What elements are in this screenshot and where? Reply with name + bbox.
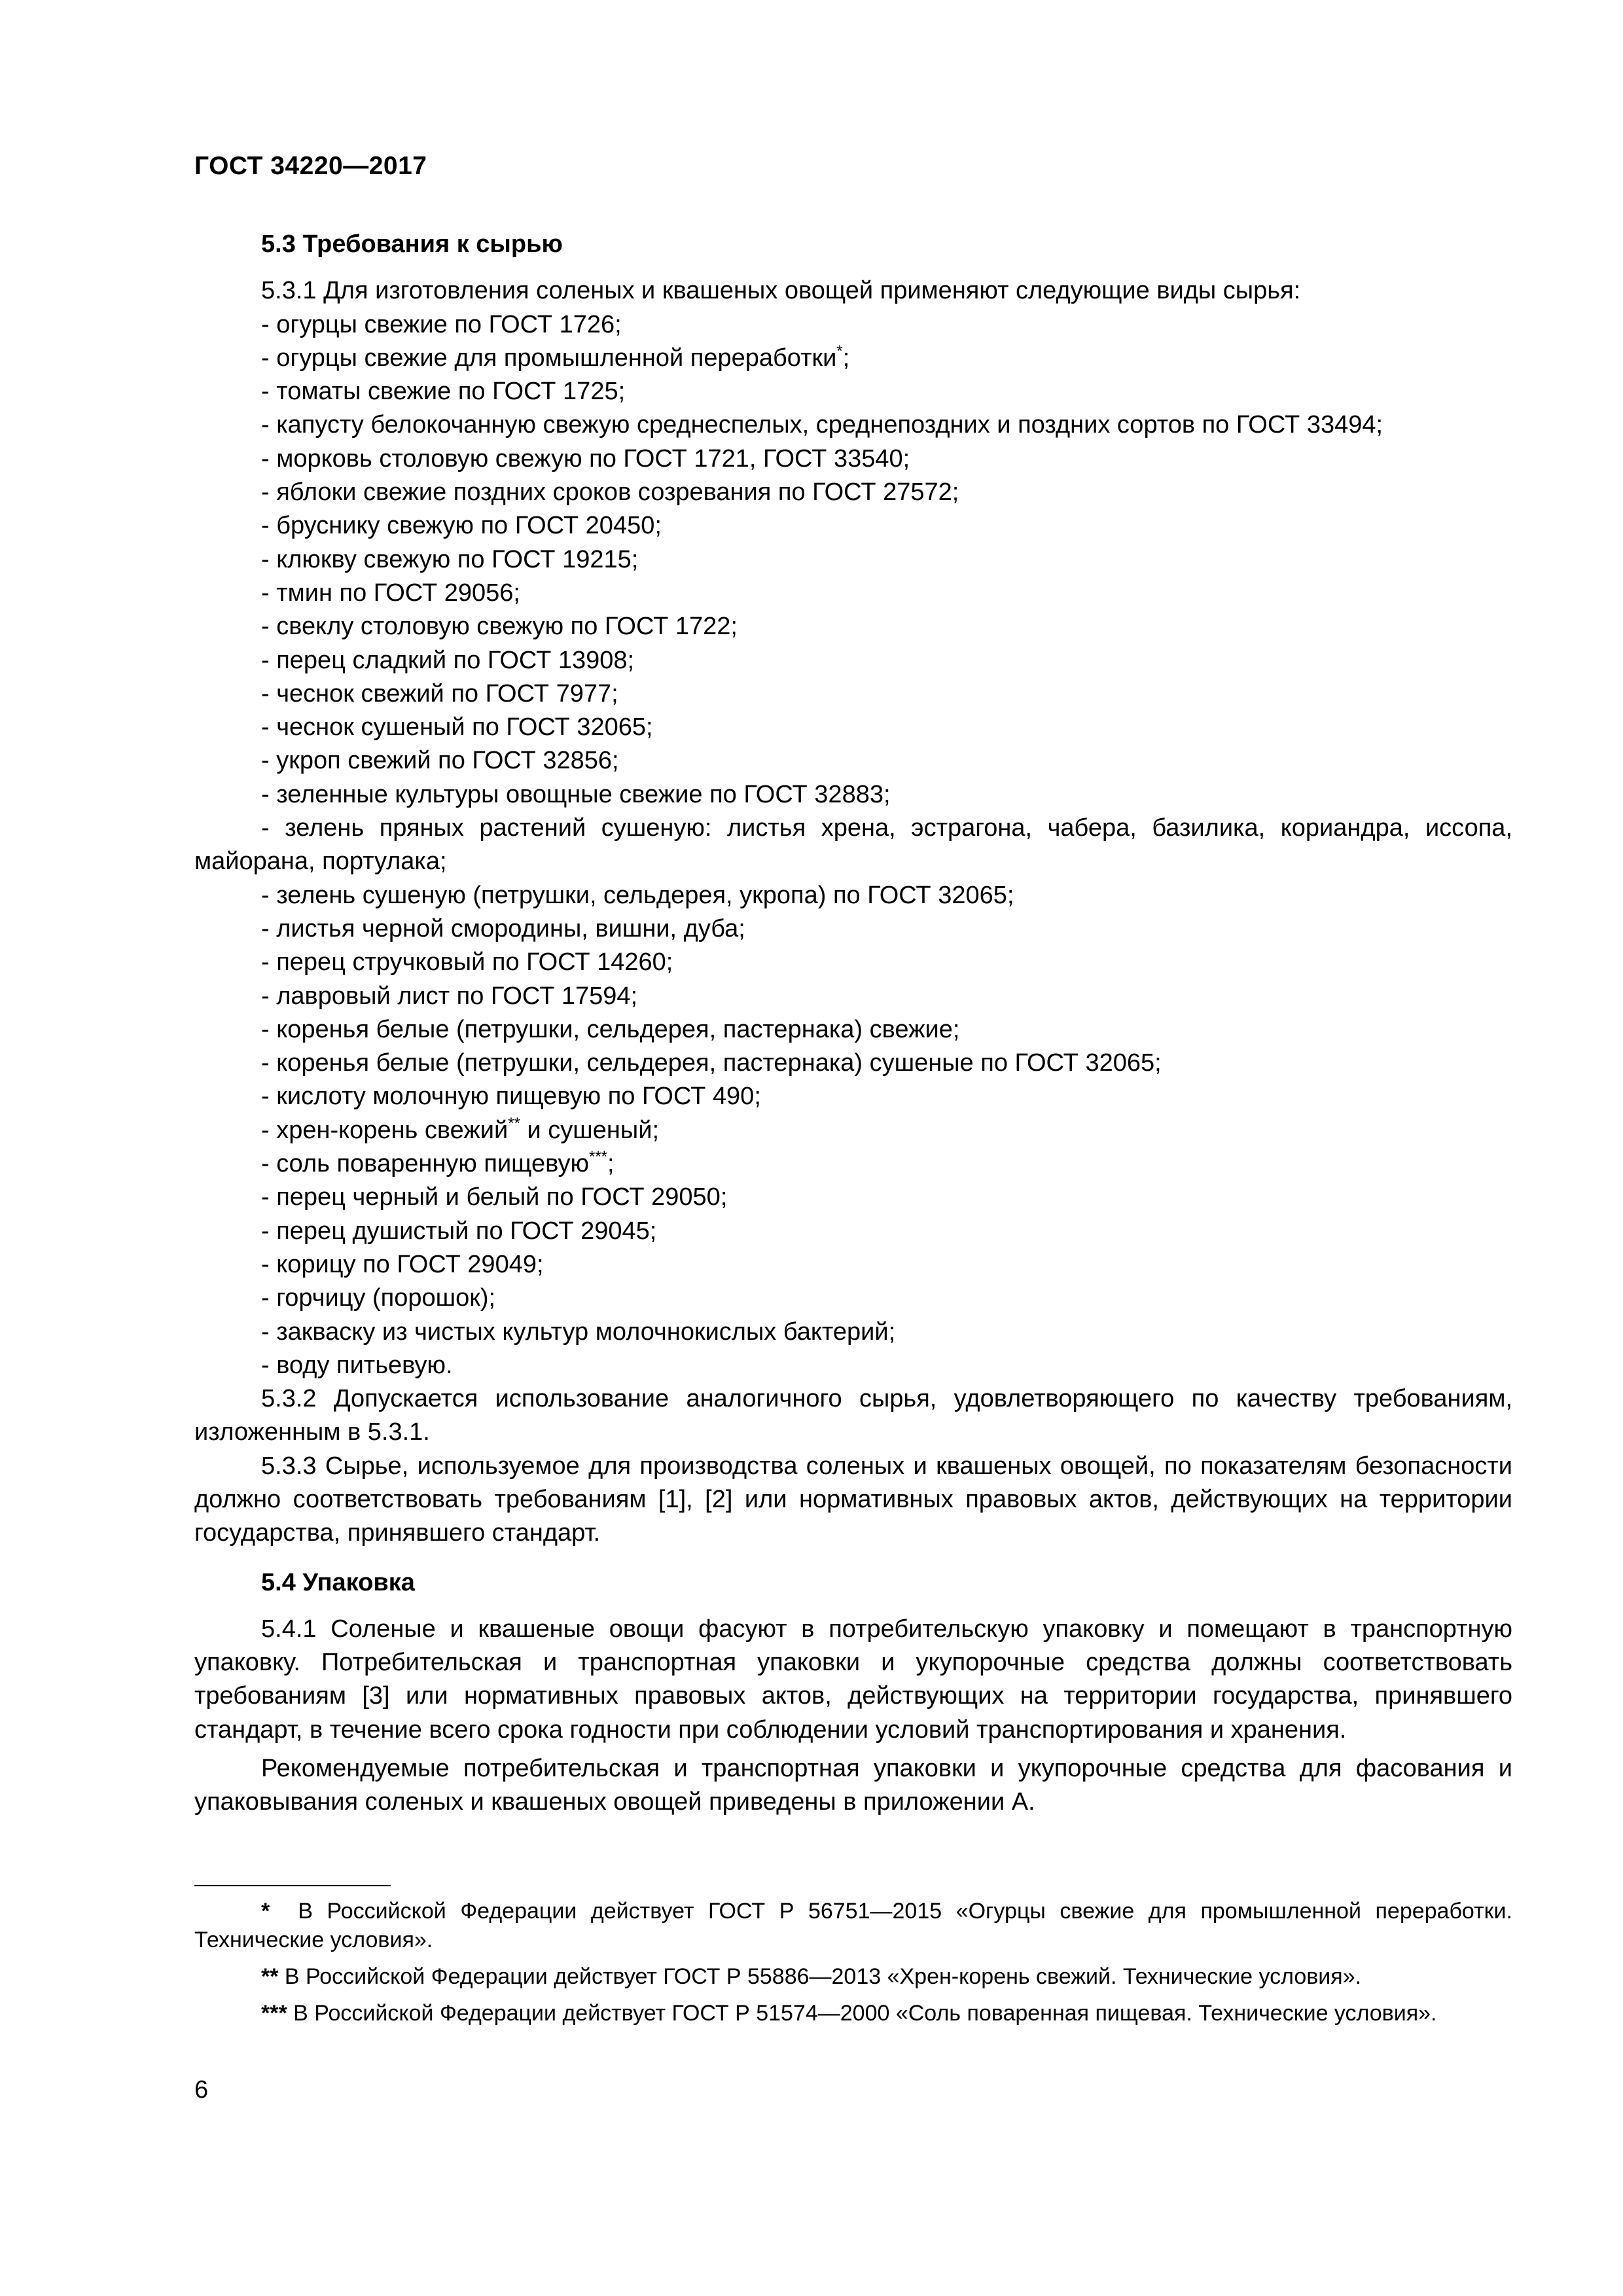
list-item: - кислоту молочную пищевую по ГОСТ 490; xyxy=(261,1083,761,1111)
section-5-3-heading: 5.3 Требования к сырью xyxy=(261,230,563,258)
section-5-4-heading: 5.4 Упаковка xyxy=(261,1568,415,1596)
list-item-text: - огурцы свежие для промышленной переработки xyxy=(261,344,837,372)
list-item: - бруснику свежую по ГОСТ 20450; xyxy=(261,512,662,540)
footnote-mark: *** xyxy=(261,2001,287,2026)
list-item: - листья черной смородины, вишни, дуба; xyxy=(261,914,745,942)
list-item: - зелень пряных растений сушеную: листья хрена, эстрагона, чабера, базилика, кориандра, иссопа, майорана, портулака; xyxy=(194,814,1512,876)
footnote-text: В Российской Федерации действует ГОСТ Р 55886—2013 «Хрен-корень свежий. Технические условия». xyxy=(284,1964,1362,1989)
list-item: - перец сладкий по ГОСТ 13908; xyxy=(261,646,635,674)
paragraph-recommended-packaging: Рекомендуемые потребительская и транспортная упаковки и укупорочные средства для фасования и упаковывания соленых и квашеных овощей приведены в приложении А. xyxy=(194,1755,1512,1816)
list-item: - коренья белые (петрушки, сельдерея, пастернака) сушеные по ГОСТ 32065; xyxy=(261,1049,1162,1077)
list-item: - свеклу столовую свежую по ГОСТ 1722; xyxy=(261,613,738,641)
list-item-tail: ; xyxy=(842,344,850,372)
list-item-tail: и сушеный; xyxy=(520,1116,659,1144)
document-body xyxy=(194,228,1512,1820)
list-item: - перец черный и белый по ГОСТ 29050; xyxy=(261,1183,728,1211)
paragraph-5-3-1: 5.3.1 Для изготовления соленых и квашеных овощей применяют следующие виды сырья: xyxy=(261,277,1301,305)
paragraph-5-4-1: 5.4.1 Соленые и квашеные овощи фасуют в потребительскую упаковку и помещают в транспортную упаковку. Потребительская и транспортная упаковки и укупорочные средства должны соответствовать требованиям [3] или нормативных правовых актов, действующих на территории государства, принявшего стандарт, в течение всего срока годности при соблюдении условий транспортирования и хранения. xyxy=(194,1615,1512,1744)
footnote-ref[interactable]: * xyxy=(836,342,843,360)
document-code-header: ГОСТ 34220—2017 xyxy=(194,152,427,180)
footnote-2 xyxy=(194,1962,1512,1991)
footnote-mark: * xyxy=(261,1899,270,1924)
list-item-text: - соль поваренную пищевую xyxy=(261,1150,589,1178)
list-item: - томаты свежие по ГОСТ 1725; xyxy=(261,378,626,406)
list-item: - огурцы свежие по ГОСТ 1726; xyxy=(261,310,622,338)
list-item: - корицу по ГОСТ 29049; xyxy=(261,1250,544,1278)
list-item: - тмин по ГОСТ 29056; xyxy=(261,579,520,607)
list-item: - клюкву свежую по ГОСТ 19215; xyxy=(261,545,639,573)
list-item: - перец душистый по ГОСТ 29045; xyxy=(261,1217,657,1245)
raw-materials-list xyxy=(194,308,1512,1383)
list-item: - перец стручковый по ГОСТ 14260; xyxy=(261,948,673,977)
footnote-divider xyxy=(194,1885,391,1886)
list-item: - капусту белокочанную свежую среднеспелых, среднепоздних и поздних сортов по ГОСТ 33494; xyxy=(261,411,1383,439)
list-item-text: - хрен-корень свежий xyxy=(261,1116,508,1144)
list-item xyxy=(194,1114,1512,1147)
footnote-ref[interactable]: *** xyxy=(589,1148,608,1166)
list-item-tail: ; xyxy=(607,1150,615,1178)
list-item: - укроп свежий по ГОСТ 32856; xyxy=(261,747,619,775)
footnote-text: В Российской Федерации действует ГОСТ Р 51574—2000 «Соль поваренная пищевая. Технические условия». xyxy=(293,2001,1437,2026)
list-item: - морковь столовую свежую по ГОСТ 1721, ГОСТ 33540; xyxy=(261,444,910,473)
list-item: - яблоки свежие поздних сроков созревания по ГОСТ 27572; xyxy=(261,478,959,507)
footnote-ref[interactable]: ** xyxy=(508,1114,520,1132)
list-item: - зеленные культуры овощные свежие по ГОСТ 32883; xyxy=(261,780,891,808)
list-item: - лавровый лист по ГОСТ 17594; xyxy=(261,982,638,1010)
list-item xyxy=(194,342,1512,375)
list-item: - чеснок свежий по ГОСТ 7977; xyxy=(261,679,618,708)
footnote-text: В Российской Федерации действует ГОСТ Р 56751—2015 «Огурцы свежие для промышленной переработки. Технические условия». xyxy=(194,1899,1512,1952)
list-item: - зелень сушеную (петрушки, сельдерея, укропа) по ГОСТ 32065; xyxy=(261,881,1014,909)
list-item xyxy=(194,1147,1512,1181)
paragraph-5-3-2: 5.3.2 Допускается использование аналогичного сырья, удовлетворяющего по качеству требованиям, изложенным в 5.3.1. xyxy=(194,1385,1512,1446)
page-number: 6 xyxy=(194,2076,209,2104)
footnote-1 xyxy=(194,1897,1512,1954)
footnote-3 xyxy=(194,1999,1512,2028)
footnote-mark: ** xyxy=(261,1964,279,1989)
list-item: - коренья белые (петрушки, сельдерея, пастернака) свежие; xyxy=(261,1015,960,1043)
list-item: - закваску из чистых культур молочнокислых бактерий; xyxy=(261,1318,896,1346)
paragraph-5-3-3: 5.3.3 Сырье, используемое для производства соленых и квашеных овощей, по показателям безопасности должно соответствовать требованиям [1], [2] или нормативных правовых актов, действующих на территории государства, принявшего стандарт. xyxy=(194,1452,1512,1547)
list-item: - чеснок сушеный по ГОСТ 32065; xyxy=(261,713,653,742)
list-item: - горчицу (порошок); xyxy=(261,1284,496,1312)
footnotes xyxy=(194,1897,1512,2036)
list-item: - воду питьевую. xyxy=(261,1351,453,1379)
